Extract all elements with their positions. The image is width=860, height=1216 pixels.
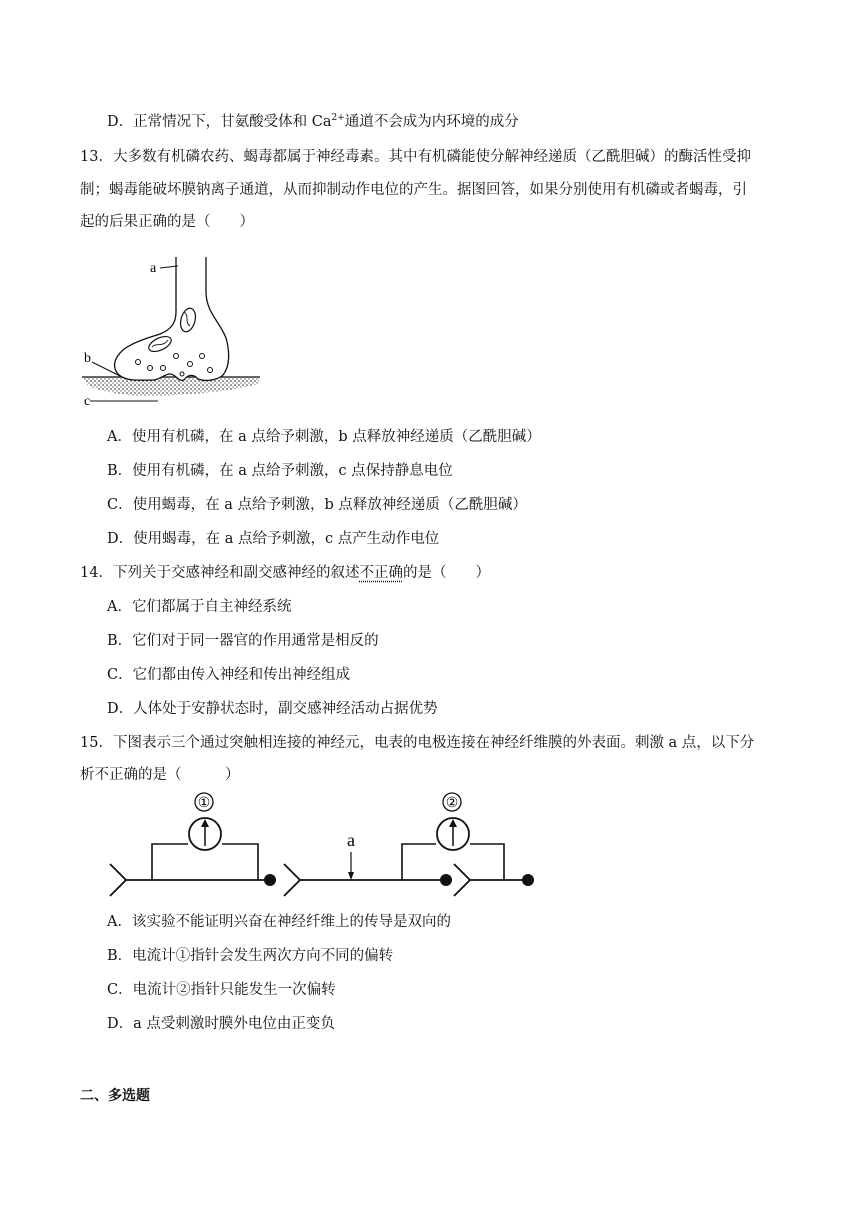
q14-option-a: A．它们都属于自主神经系统: [107, 599, 292, 615]
q15-stem-line-2: 析不正确的是（ ）: [80, 767, 240, 783]
label-a: a: [150, 261, 157, 276]
q13-stem-line-3: 起的后果正确的是（ ）: [80, 214, 254, 230]
q15-option-d: D．a 点受刺激时膜外电位由正变负: [107, 1016, 335, 1032]
section-heading: 二、多选题: [80, 1088, 150, 1104]
q14-option-c: C．它们都由传入神经和传出神经组成: [107, 667, 351, 683]
synapse-figure: [78, 252, 268, 412]
q15-option-a: A．该实验不能证明兴奋在神经纤维上的传导是双向的: [107, 914, 451, 930]
q14-option-b: B．它们对于同一器官的作用通常是相反的: [107, 633, 379, 649]
axon-terminal: [115, 257, 229, 380]
meter-2-label: ②: [445, 796, 459, 811]
superscript: 2+: [331, 113, 345, 124]
q12-option-d: [107, 112, 519, 132]
q13-option-c: C．使用蝎毒，在 a 点给予刺激，b 点释放神经递质（乙酰胆碱）: [107, 497, 527, 513]
label-b: b: [84, 351, 91, 366]
q14-emphasis: 不正确: [359, 565, 403, 581]
q14-stem-end: 的是（ ）: [402, 565, 490, 581]
postsynaptic-membrane: [82, 377, 260, 396]
label-c: c: [84, 394, 91, 409]
q15-option-b: B．电流计①指针会发生两次方向不同的偏转: [107, 948, 394, 964]
q13-option-a: A．使用有机磷，在 a 点给予刺激，b 点释放神经递质（乙酰胆碱）: [107, 429, 541, 445]
q14-stem-text: 14．下列关于交感神经和副交感神经的叙述: [80, 565, 360, 581]
q13-stem-line-1: 13．大多数有机磷农药、蝎毒都属于神经毒素。其中有机磷能使分解神经递质（乙酰胆碱）的酶活性受抑: [80, 149, 751, 165]
q14-option-d: D．人体处于安静状态时，副交感神经活动占据优势: [107, 701, 438, 717]
q13-option-d: D．使用蝎毒，在 a 点给予刺激，c 点产生动作电位: [107, 531, 440, 547]
q13-stem-line-2: 制；蝎毒能破坏膜钠离子通道，从而抑制动作电位的产生。据图回答，如果分别使用有机磷或者蝎毒，引: [80, 182, 747, 198]
q15-stem-line-1: 15．下图表示三个通过突触相连接的神经元，电表的电极连接在神经纤维膜的外表面。刺激 a 点，以下分: [80, 735, 755, 751]
q13-option-b: B．使用有机磷，在 a 点给予刺激，c 点保持静息电位: [107, 463, 453, 479]
stimulus-point-a: a: [347, 830, 355, 850]
neuron-circuit-figure: [108, 792, 538, 902]
q14-stem: [80, 563, 490, 583]
meter-1-label: ①: [197, 796, 211, 811]
q12-option-d-text: D．正常情况下，甘氨酸受体和 Ca: [107, 114, 332, 130]
q15-option-c: C．电流计②指针只能发生一次偏转: [107, 982, 336, 998]
q12-option-d-text-end: 通道不会成为内环境的成分: [344, 114, 519, 130]
